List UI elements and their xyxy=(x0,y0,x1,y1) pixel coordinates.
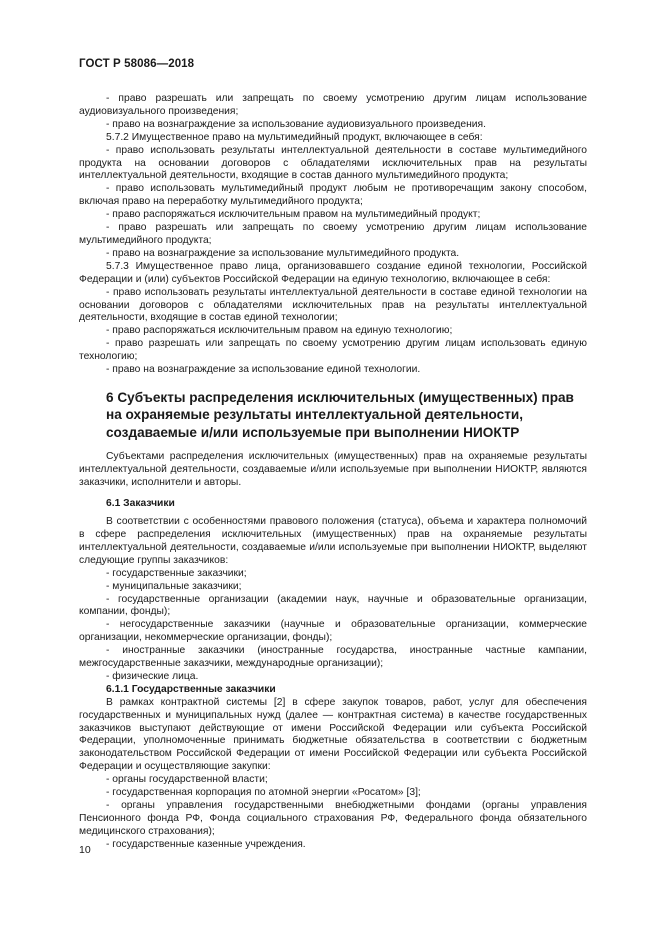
list-item: - государственные организации (академии наук, научные и образовательные организации, компании, фонды); xyxy=(79,593,587,618)
list-item: - право разрешать или запрещать по своему усмотрению другим лицам использование мультимедийного продукта; xyxy=(79,222,587,246)
list-item: - физические лица. xyxy=(106,670,199,682)
list-item: - право на вознаграждение за использование мультимедийного продукта. xyxy=(106,247,460,259)
list-item: - право использовать результаты интеллектуальной деятельности в составе мультимедийного продукта на основании договоров с обладателями исключительных прав на результаты интеллектуальной деятельности, входящие в состав данного мультимедийного продукта; xyxy=(79,144,587,182)
list-item: - органы управления государственными внебюджетными фондами (органы управления Пенсионного фонда РФ, Фонда социального страхования РФ, Федерального фонда обязательного медицинского страхования); xyxy=(79,800,587,837)
subsection-heading: 6.1 Заказчики xyxy=(106,498,175,510)
list-item: - государственная корпорация по атомной энергии «Росатом» [3]; xyxy=(106,787,421,799)
document-header: ГОСТ Р 58086—2018 xyxy=(79,58,195,70)
list-item: - право распоряжаться исключительным правом на единую технологию; xyxy=(106,325,453,337)
list-item: - государственные заказчики; xyxy=(106,567,247,579)
list-item: - негосударственные заказчики (научные и образовательные организации, коммерческие организации, некоммерческие организации, фонды); xyxy=(79,619,587,644)
list-item: - право на вознаграждение за использование аудиовизуального произведения. xyxy=(106,118,486,130)
clause-paragraph: 5.7.2 Имущественное право на мультимедийный продукт, включающее в себя: xyxy=(106,131,483,143)
list-item: - органы государственной власти; xyxy=(106,774,268,786)
paragraph: В соответствии с особенностями правового положения (статуса), объема и характера полномочий в сфере распределения исключительных (имущественных) прав на охраняемые результаты интеллектуальной деятельности, создаваемые и/или используемые при выполнении НИОКТР, выделяют следующие группы заказчиков: xyxy=(79,516,587,566)
list-item: - право использовать мультимедийный продукт любым не противоречащим закону способом, включая право на переработку мультимедийного продукта; xyxy=(79,183,587,208)
list-item: - государственные казенные учреждения. xyxy=(106,838,306,850)
list-item: - право использовать результаты интеллектуальной деятельности в составе единой технологии на основании договоров с обладателями исключительных прав на результаты интеллектуальной деятельности, входящие в состав единой технологии; xyxy=(79,286,587,324)
section-heading: 6 Субъекты распределения исключительных (имущественных) прав на охраняемые результаты интеллектуальной деятельности, создаваемые и/или используемые при выполнении НИОКТР xyxy=(106,389,574,440)
page-number: 10 xyxy=(79,844,91,856)
list-item: - право разрешать или запрещать по своему усмотрению другим лицам использовать единую технологию; xyxy=(79,338,587,363)
clause-paragraph: 5.7.3 Имущественное право лица, организовавшего создание единой технологии, Российской Федерации и (или) субъектов Российской Федерации на единую технологию, включающее в себя: xyxy=(79,260,587,285)
list-item: - муниципальные заказчики; xyxy=(106,580,242,592)
section-intro-paragraph: Субъектами распределения исключительных (имущественных) прав на охраняемые результаты интеллектуальной деятельности, создаваемые и/или используемые при выполнении НИОКТР, являются заказчики, исполнители и авторы. xyxy=(79,451,587,489)
list-item: - право на вознаграждение за использование единой технологии. xyxy=(106,364,421,376)
list-item: - право распоряжаться исключительным правом на мультимедийный продукт; xyxy=(106,209,481,221)
paragraph: В рамках контрактной системы [2] в сфере закупок товаров, работ, услуг для обеспечения государственных и муниципальных нужд (далее — контрактная система) в качестве государственных заказчиков выступают действующие от имени Российской Федерации или субъекта Российской Федерации, уполномоченные принимать бюджетные обязательства в соответствии с бюджетным законодательством Российской Федерации от имени Российской Федерации или субъекта Российской Федерации и осуществляющие закупки: xyxy=(79,696,587,773)
subsubsection-heading: 6.1.1 Государственные заказчики xyxy=(106,683,276,695)
list-item: - иностранные заказчики (иностранные государства, иностранные частные кампании, межгосударственные заказчики, международные организации); xyxy=(79,645,587,670)
document-body xyxy=(79,93,587,852)
list-item: - право разрешать или запрещать по своему усмотрению другим лицам использование аудиовизуального произведения; xyxy=(79,93,587,117)
